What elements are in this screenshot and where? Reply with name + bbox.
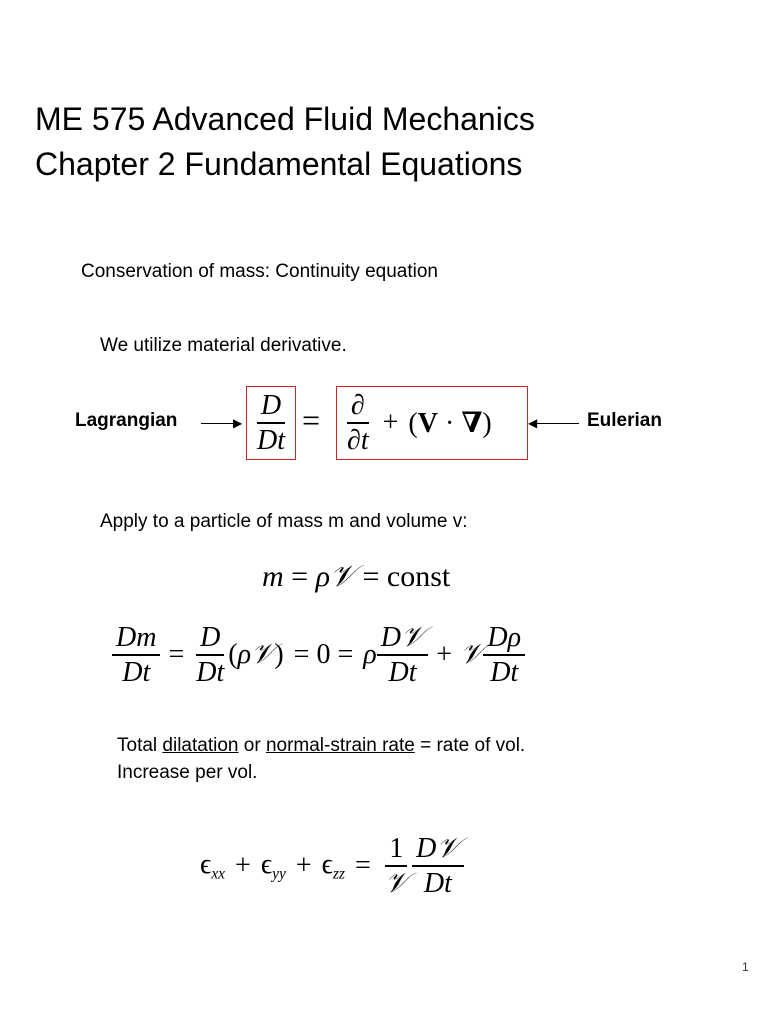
eulerian-label: Eulerian xyxy=(587,410,662,431)
apply-text: Apply to a particle of mass m and volume v: xyxy=(100,511,468,532)
equals-sign: = xyxy=(302,402,321,438)
strain-rate-equation: $\epsilon_{xx}$ + $\epsilon_{yy}$ + $\epsilon_{zz}$ = $\frac{1}{\text{𝒱}}$ $\frac{\text{D𝒱}}{Dt}$ xyxy=(200,830,464,902)
slide-title-line-2: Chapter 2 Fundamental Equations xyxy=(35,146,523,182)
page-number: 1 xyxy=(742,960,749,974)
dilatation-suffix: = rate of vol. xyxy=(414,735,526,756)
conservation-heading: Conservation of mass: Continuity equation xyxy=(81,261,438,282)
dilatation-term: dilatation xyxy=(162,735,239,756)
dilatation-line-2: Increase per vol. xyxy=(117,762,258,783)
lagrangian-label: Lagrangian xyxy=(75,410,178,431)
mass-constant-equation: m = ρ𝒱 = const xyxy=(262,560,451,593)
dilatation-middle: or xyxy=(238,735,266,756)
eulerian-derivative-box: $\frac{\partial}{\partial t}$ + (V · ∇) xyxy=(336,386,528,460)
lagrangian-arrow-head-icon: ▶ xyxy=(233,416,243,430)
material-derivative-text: We utilize material derivative. xyxy=(100,335,347,356)
dilatation-prefix: Total xyxy=(117,735,163,756)
lagrangian-derivative-box: $\frac{D}{Dt}$ xyxy=(246,386,296,460)
slide-title-line-1: ME 575 Advanced Fluid Mechanics xyxy=(35,101,535,137)
dilatation-line-1 xyxy=(117,734,525,758)
mass-derivative-equation: $\frac{Dm}{Dt}$ = $\frac{D}{Dt}$ (ρ𝒱) = 0 = ρ $\frac{\text{D𝒱}}{Dt}$ + 𝒱 $\frac{D\rho}{Dt}$ xyxy=(112,620,525,690)
eulerian-arrow-line xyxy=(533,423,579,424)
normal-strain-rate-term: normal-strain rate xyxy=(265,735,415,756)
eulerian-arrow-head-icon: ◀ xyxy=(528,416,538,430)
